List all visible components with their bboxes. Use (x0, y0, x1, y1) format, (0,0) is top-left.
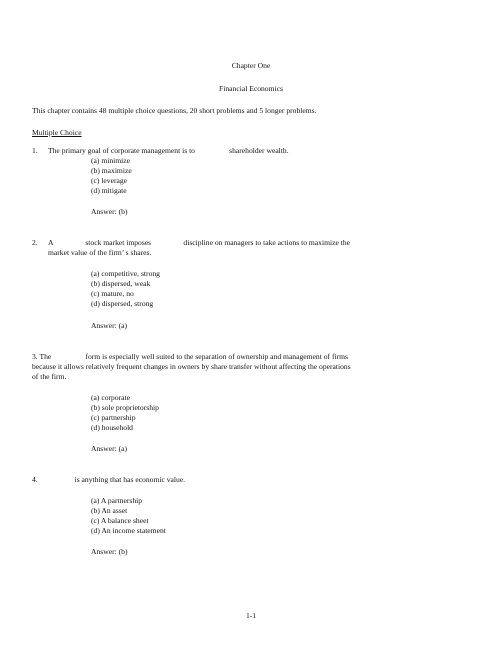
answer: Answer: (a) (91, 444, 128, 453)
option-a: (a) A partnership (91, 496, 143, 505)
question-number: 1. (32, 146, 38, 155)
option-d: (d) mitigate (91, 186, 127, 195)
section-title: Multiple Choice (32, 128, 82, 137)
question-stem: 3. The form is especially well suited to the separation of ownership and management of firms (32, 352, 348, 361)
option-a: (a) minimize (91, 156, 131, 165)
intro-text: This chapter contains 48 multiple choice questions, 20 short problems and 5 longer problems. (32, 106, 317, 115)
option-b: (b) dispersed, weak (91, 279, 151, 288)
question-stem: is anything that has economic value. (48, 475, 186, 484)
question-stem-line-3: of the firm. (32, 372, 67, 381)
option-d: (d) dispersed, strong (91, 299, 154, 308)
question-stem-line-2: market value of the firm’ s shares. (48, 248, 152, 257)
option-c: (c) mature, no (91, 289, 134, 298)
question-stem: A stock market imposes discipline on managers to take actions to maximize the (48, 238, 351, 247)
question-stem-line-2: because it allows relatively frequent changes in owners by share transfer without affecting the operations (32, 362, 351, 371)
question-number: 2. (32, 238, 38, 247)
question-stem: The primary goal of corporate management is to shareholder wealth. (48, 146, 289, 155)
chapter-title: Chapter One (231, 61, 271, 70)
option-b: (b) An asset (91, 506, 128, 515)
option-c: (c) partnership (91, 413, 136, 422)
answer: Answer: (b) (91, 207, 128, 216)
option-a: (a) competitive, strong (91, 269, 160, 278)
question-number: 4. (32, 475, 38, 484)
subject-title: Financial Economics (219, 84, 283, 93)
option-d: (d) household (91, 423, 133, 432)
answer: Answer: (a) (91, 321, 128, 330)
option-c: (c) A balance sheet (91, 516, 149, 525)
option-a: (a) corporate (91, 393, 130, 402)
option-d: (d) An income statement (91, 526, 166, 535)
option-c: (c) leverage (91, 176, 128, 185)
answer: Answer: (b) (91, 547, 128, 556)
option-b: (b) sole proprietorship (91, 403, 159, 412)
option-b: (b) maximize (91, 166, 132, 175)
page-number: 1-1 (245, 611, 257, 620)
